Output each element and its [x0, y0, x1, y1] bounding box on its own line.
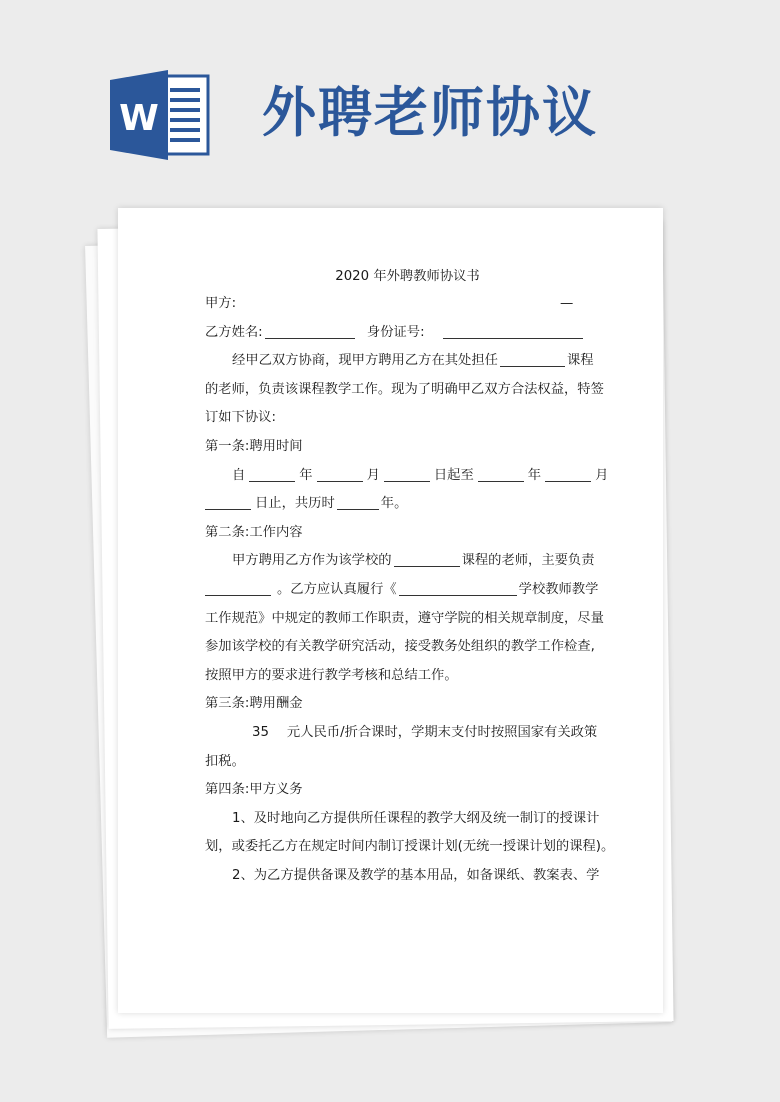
- page-title: 外聘老师协议: [262, 80, 598, 144]
- end-day-label: 日止，共历时: [255, 496, 335, 512]
- school-course-blank: [394, 551, 460, 567]
- intro-text-1b: 课程: [566, 353, 594, 369]
- intro-line-2: 的老师，负责该课程教学工作。现为了明确甲乙双方合法权益，特签: [205, 381, 604, 397]
- end-month-label: 月: [595, 467, 609, 483]
- article-1-heading: 第一条:聘用时间: [205, 438, 303, 454]
- end-month-blank: [545, 466, 591, 482]
- article-3-text-1: 元人民币/折合课时，学期末支付时按照国家有关政策: [286, 724, 598, 740]
- article-2-text-2a: 。乙方应认真履行《: [277, 581, 397, 597]
- duration-year-label: 年。: [380, 496, 408, 512]
- party-b-line: [205, 319, 610, 348]
- article-1-line-2: [205, 490, 610, 519]
- party-b-id-blank: [443, 323, 583, 339]
- course-blank: [500, 351, 565, 367]
- intro-line-3: 订如下协议:: [205, 410, 276, 426]
- agreement-document: [205, 265, 615, 890]
- end-year-label: 年: [527, 467, 542, 483]
- article-4-item-1-line-2: 划，或委托乙方在规定时间内制订授课计划(无统一授课计划的课程)。: [205, 839, 615, 855]
- article-3-heading: 第三条:聘用酬金: [205, 696, 303, 712]
- party-a-line: [205, 290, 610, 319]
- article-2-text-1a: 甲方聘用乙方作为该学校的: [232, 553, 392, 569]
- article-4-heading: 第四条:甲方义务: [205, 782, 303, 798]
- end-year-blank: [478, 466, 524, 482]
- from-label: 自: [232, 467, 246, 483]
- intro-text-1a: 经甲乙双方协商，现甲方聘用乙方在其处担任: [232, 353, 498, 369]
- duration-blank: [337, 494, 379, 510]
- article-4-item-1-line-1: 1、及时地向乙方提供所任课程的教学大纲及统一制订的授课计: [232, 810, 600, 826]
- start-day-label: 日起至: [433, 467, 474, 483]
- party-b-name-label: 乙方姓名:: [205, 324, 263, 340]
- article-3-line-1: [205, 719, 610, 748]
- article-2-heading: 第二条:工作内容: [205, 524, 303, 540]
- party-a-label: 甲方:: [205, 296, 237, 311]
- article-4-item-2-line-1: 2、为乙方提供备课及教学的基本用品，如备课纸、教案表、学: [232, 867, 600, 883]
- article-2-line-2: [205, 576, 610, 605]
- article-3-line-2: 扣税。: [205, 753, 245, 769]
- party-b-name-blank: [265, 323, 355, 339]
- year-label: 年: [299, 467, 313, 483]
- article-2-line-4: 参加该学校的有关教学研究活动，接受教务处组织的教学工作检查,: [205, 639, 595, 655]
- start-year-blank: [249, 466, 295, 482]
- end-day-blank: [205, 494, 251, 510]
- article-2-text-1b: 课程的老师，主要负责: [461, 553, 595, 569]
- fee-amount: 35: [252, 724, 269, 740]
- article-2-line-1: [205, 547, 610, 576]
- start-day-blank: [384, 466, 430, 482]
- article-1-line-1: [205, 462, 610, 491]
- document-title: 2020 年外聘教师协议书: [335, 269, 480, 284]
- article-2-text-2b: 学校教师教学: [518, 581, 599, 597]
- month-label: 月: [366, 467, 380, 483]
- party-a-trail: —: [560, 296, 574, 311]
- word-icon-letter: W: [119, 98, 159, 139]
- school-name-blank: [399, 580, 517, 596]
- start-month-blank: [317, 466, 363, 482]
- article-2-line-3: 工作规范》中规定的教师工作职责，遵守学院的相关规章制度，尽量: [205, 610, 604, 626]
- intro-line-1: [205, 347, 610, 376]
- party-b-id-label: 身份证号:: [366, 324, 425, 340]
- article-2-line-5: 按照甲方的要求进行教学考核和总结工作。: [205, 667, 458, 683]
- word-document-icon: [110, 70, 210, 160]
- duty-blank: [205, 580, 271, 596]
